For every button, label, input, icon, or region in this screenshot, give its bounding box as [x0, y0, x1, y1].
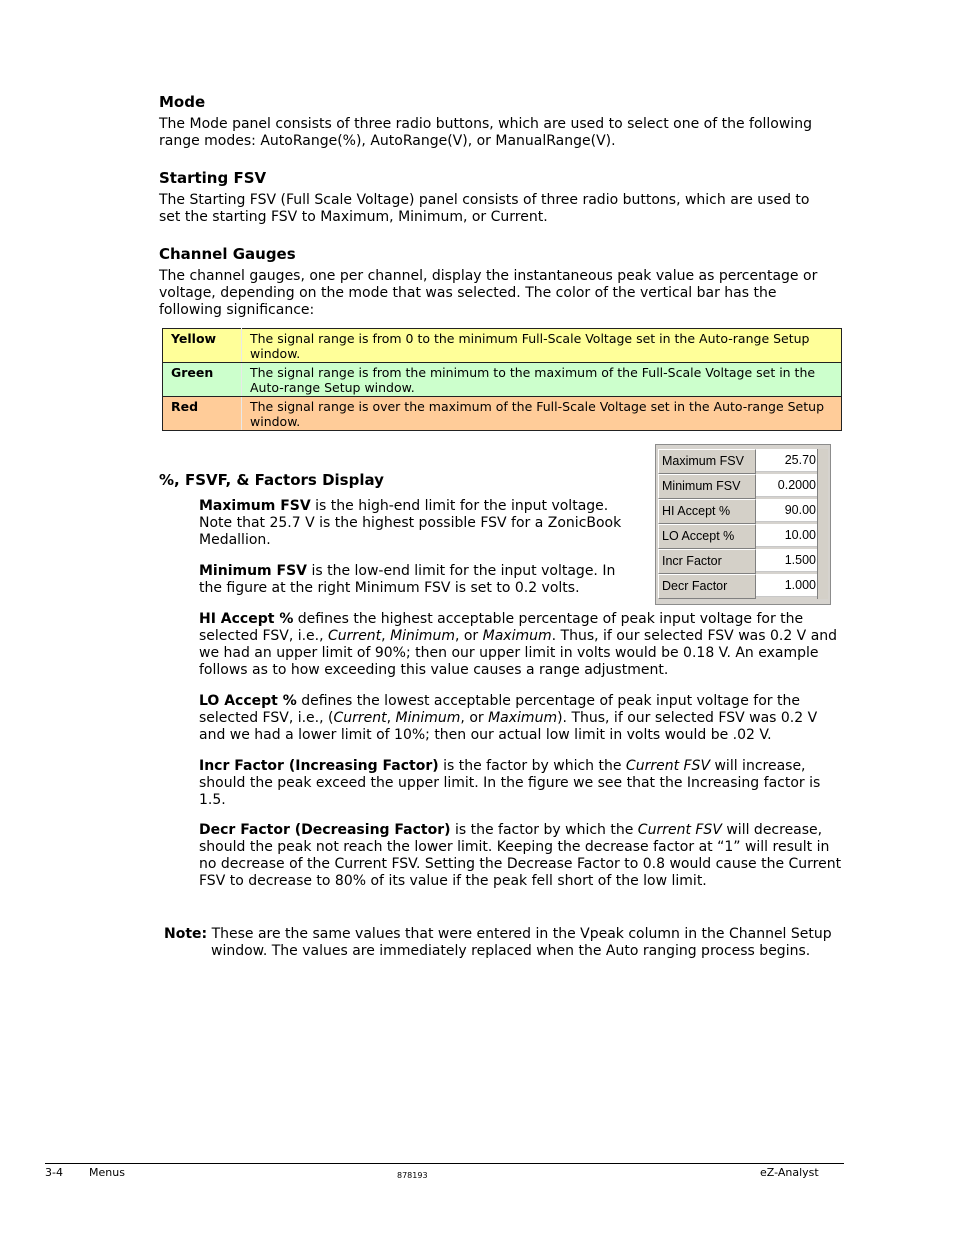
hi-accept-definition: [199, 611, 839, 679]
definition-italic: Minimum: [395, 710, 461, 726]
panel-row-minimum-fsv: [658, 474, 820, 499]
color-description: The signal range is from 0 to the minimum Full-Scale Voltage set in the Auto-range Setup window.: [242, 329, 842, 363]
term: Decr Factor (Decreasing Factor): [199, 822, 451, 838]
starting-fsv-heading: Starting FSV: [159, 169, 267, 187]
footer-product: eZ-Analyst: [760, 1166, 819, 1179]
max-fsv-definition: [199, 498, 631, 549]
definition-italic: Current FSV: [625, 758, 711, 774]
panel-label: Maximum FSV: [658, 449, 756, 474]
channel-gauges-heading: Channel Gauges: [159, 245, 296, 263]
definition-text: , or: [460, 710, 489, 726]
panel-row-incr-factor: [658, 549, 820, 574]
table-row-green: [163, 363, 842, 397]
lo-accept-definition: [199, 693, 844, 744]
panel-scrollbar[interactable]: [817, 449, 828, 599]
mode-heading: Mode: [159, 93, 206, 111]
decr-factor-definition: [199, 822, 844, 890]
table-row-red: [163, 397, 842, 431]
panel-value[interactable]: 0.2000: [756, 474, 820, 497]
panel-row-lo-accept: [658, 524, 820, 549]
term: HI Accept %: [199, 611, 294, 627]
note-label: Note:: [164, 926, 208, 942]
panel-value[interactable]: 10.00: [756, 524, 820, 547]
definition-text: defines the highest acceptable percentage of peak input voltage for the selected FSV, i.e.,: [199, 611, 804, 644]
panel-row-decr-factor: [658, 574, 820, 599]
footer-doc-number: 878193: [397, 1171, 428, 1180]
term: Incr Factor (Increasing Factor): [199, 758, 439, 774]
definition-italic: Current: [328, 628, 382, 644]
definition-text: will decrease, should the peak not reach the lower limit. Keeping the decrease factor at “1” will result in no decrease of the Current FSV. Setting the Decrease Factor to 0.8 would cause the Current FSV to decrease to 80% of its value if the peak fell short of the low limit.: [199, 822, 842, 889]
incr-factor-definition: [199, 758, 839, 809]
note-text: These are the same values that were entered in the Vpeak column in the Channel Setup window. The values are immediately replaced when the Auto ranging process begins.: [207, 926, 832, 959]
table-row-yellow: [163, 329, 842, 363]
color-name: Red: [163, 397, 242, 431]
definition-text: defines the lowest acceptable percentage of peak input voltage for the selected FSV, i.e., (: [199, 693, 800, 726]
definition-italic: Maximum: [488, 710, 558, 726]
panel-value[interactable]: 1.500: [756, 549, 820, 572]
footer-section: Menus: [89, 1166, 125, 1179]
footer-divider: [45, 1163, 844, 1164]
color-name: Yellow: [163, 329, 242, 363]
color-name: Green: [163, 363, 242, 397]
color-significance-table: [162, 328, 842, 431]
starting-fsv-text: The Starting FSV (Full Scale Voltage) panel consists of three radio buttons, which are used to set the starting FSV to Maximum, Minimum, or Current.: [159, 192, 810, 225]
footer-page-number: 3-4: [45, 1166, 63, 1179]
term: Minimum FSV: [199, 563, 307, 579]
definition-text: ,: [386, 710, 396, 726]
panel-value[interactable]: 1.000: [756, 574, 820, 597]
definition-text: is the high-end limit for the input voltage. Note that 25.7 V is the highest possible FSV for a ZonicBook Medallion.: [199, 498, 622, 548]
definition-text: ,: [381, 628, 391, 644]
factors-heading: %, FSVF, & Factors Display: [159, 471, 384, 489]
definition-italic: Maximum: [482, 628, 552, 644]
channel-gauges-text: The channel gauges, one per channel, display the instantaneous peak value as percentage or voltage, depending on the mode that was selected. The color of the vertical bar has the following significance:: [159, 268, 818, 318]
definition-text: ). Thus, if our selected FSV was 0.2 V and we had a lower limit of 10%; then our actual low limit in volts would be .02 V.: [199, 710, 818, 743]
color-description: The signal range is from the minimum to the maximum of the Full-Scale Voltage set in the Auto-range Setup window.: [242, 363, 842, 397]
definition-text: , or: [454, 628, 483, 644]
definition-text: . Thus, if our selected FSV was 0.2 V and we had an upper limit of 90%; then our upper limit in volts would be 0.18 V. An example follows as to how exceeding this value causes a range adjustment.: [199, 628, 838, 678]
panel-row-hi-accept: [658, 499, 820, 524]
term: Maximum FSV: [199, 498, 311, 514]
definition-text: will increase, should the peak exceed the upper limit. In the figure we see that the Increasing factor is 1.5.: [199, 758, 821, 808]
definition-text: is the factor by which the: [450, 822, 638, 838]
panel-label: Incr Factor: [658, 549, 756, 574]
panel-label: LO Accept %: [658, 524, 756, 549]
term: LO Accept %: [199, 693, 297, 709]
panel-value[interactable]: 25.70: [756, 449, 820, 472]
color-description: The signal range is over the maximum of the Full-Scale Voltage set in the Auto-range Setup window.: [242, 397, 842, 431]
definition-italic: Current: [333, 710, 387, 726]
min-fsv-definition: [199, 563, 631, 597]
definition-italic: Current FSV: [637, 822, 722, 838]
panel-label: Decr Factor: [658, 574, 756, 599]
panel-label: HI Accept %: [658, 499, 756, 524]
panel-label: Minimum FSV: [658, 474, 756, 499]
note-paragraph: [164, 926, 844, 960]
definition-text: is the low-end limit for the input voltage. In the figure at the right Minimum FSV is set to 0.2 volts.: [199, 563, 616, 596]
fsv-factors-panel: [655, 444, 831, 605]
panel-row-maximum-fsv: [658, 449, 820, 474]
definition-italic: Minimum: [390, 628, 455, 644]
panel-value[interactable]: 90.00: [756, 499, 820, 522]
mode-text: The Mode panel consists of three radio buttons, which are used to select one of the following range modes: AutoRange(%), AutoRange(V), or ManualRange(V).: [159, 116, 812, 149]
definition-text: is the factor by which the: [438, 758, 626, 774]
